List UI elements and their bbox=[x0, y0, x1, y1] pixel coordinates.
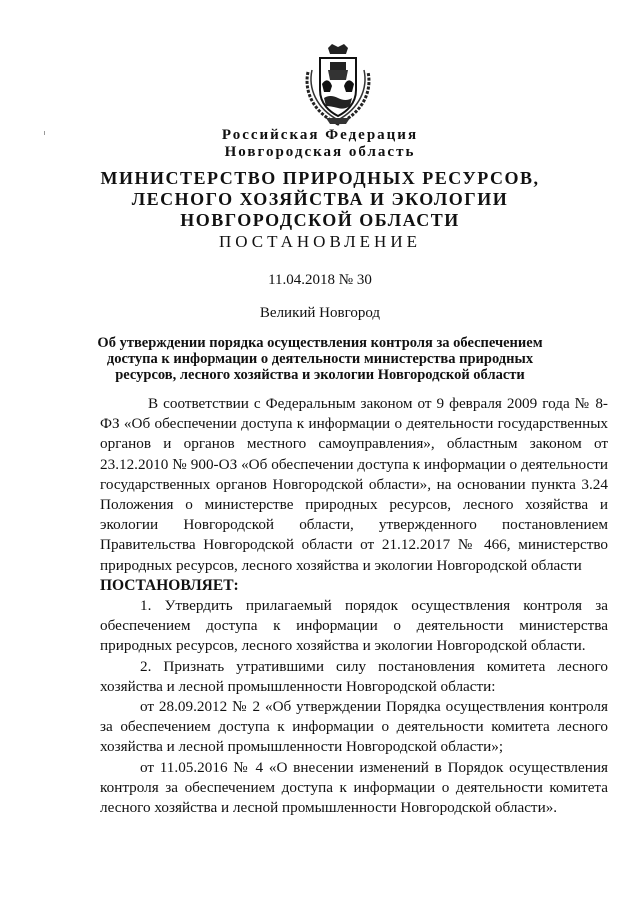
ministry-line: НОВГОРОДСКОЙ ОБЛАСТИ bbox=[180, 210, 460, 230]
resolves-heading: ПОСТАНОВЛЯЕТ: bbox=[100, 576, 239, 594]
item-1-paragraph: 1. Утвердить прилагаемый порядок осуществления контроля за обеспечением доступа к информации о деятельности министерства природных ресурсов, лесного хозяйства и экологии Новгородской области. bbox=[100, 597, 608, 655]
ministry-line: МИНИСТЕРСТВО ПРИРОДНЫХ РЕСУРСОВ, bbox=[100, 168, 540, 188]
item-2b-paragraph: от 11.05.2016 № 4 «О внесении изменений в Порядок осуществления контроля за обеспечением доступа к информации о деятельности комитета лесного хозяйства и лесной промышленности Новгородской области». bbox=[100, 758, 608, 817]
item-2a-paragraph: от 28.09.2012 № 2 «Об утверждении Порядка осуществления контроля за обеспечением доступа к информации о деятельности комитета лесного хозяйства и лесной промышленности Новгородской области»; bbox=[100, 698, 608, 756]
document-type: ПОСТАНОВЛЕНИЕ bbox=[218, 232, 421, 251]
title-line: доступа к информации о деятельности министерства природных bbox=[106, 351, 534, 367]
document-body bbox=[100, 394, 608, 818]
country-name: Российская Федерация bbox=[221, 127, 419, 143]
ministry-name bbox=[0, 168, 640, 231]
region-name: Новгородская область bbox=[224, 144, 416, 160]
document-date-number: 11.04.2018 № 30 bbox=[268, 272, 372, 288]
title-line: Об утверждении порядка осуществления контроля за обеспечением bbox=[97, 335, 543, 351]
country-region-header bbox=[0, 127, 640, 161]
ministry-line: ЛЕСНОГО ХОЗЯЙСТВА И ЭКОЛОГИИ bbox=[131, 189, 509, 209]
preamble-paragraph: В соответствии с Федеральным законом от 9 февраля 2009 года № 8-ФЗ «Об обеспечении доступа к информации о деятельности государственных органов и органов местного самоуправления», областным законом от 23.12.2010 № 900-ОЗ «Об обеспечении доступа к информации о деятельности государственных органов Новгородской области», на основании пункта 3.24 Положения о министерстве природных ресурсов, лесного хозяйства и экологии Новгородской области, утвержденного постановлением Правительства Новгородской области от 21.12.2017 № 466, министерство природных ресурсов, лесного хозяйства и экологии Новгородской области bbox=[100, 395, 608, 574]
coat-of-arms-emblem bbox=[300, 42, 376, 128]
document-city: Великий Новгород bbox=[259, 305, 381, 321]
document-title bbox=[0, 335, 640, 383]
item-2-paragraph: 2. Признать утратившими силу постановления комитета лесного хозяйства и лесной промышленности Новгородской области: bbox=[100, 657, 608, 695]
title-line: ресурсов, лесного хозяйства и экологии Новгородской области bbox=[115, 367, 525, 383]
